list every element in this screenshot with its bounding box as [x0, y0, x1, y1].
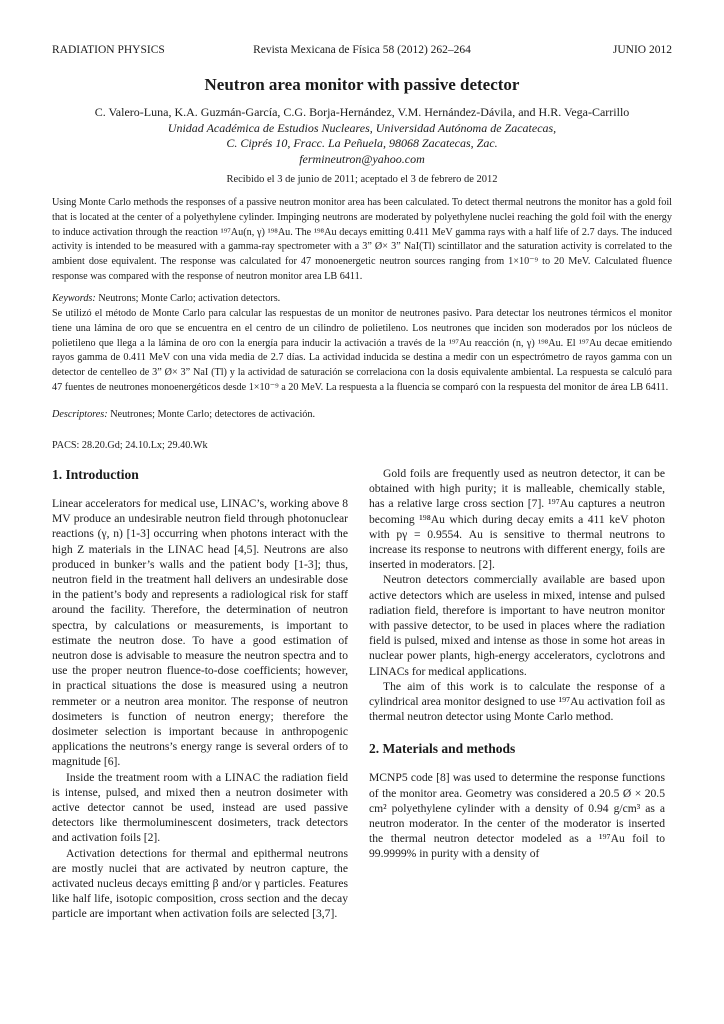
- abstract-spanish: Se utilizó el método de Monte Carlo para calcular las respuestas de un monitor de neutrones pasivo. Para detectar los neutrones térmicos el monitor tiene una lámina de oro que se encuentra en el centro de un cilindro de polietileno. Los neutrones que inciden son moderados por los núcleos de polietileno que llega a la lámina de oro con la energía para inducir la activación a través de la ¹⁹⁷Au reacción (n, γ) ¹⁹⁸Au. El ¹⁹⁷Au decae emitiendo rayos gamma de 0.411 MeV con una vida media de 2.7 días. La actividad inducida se destina a medir con un espectrómetro de rayos gamma con un detector de centelleo de 3” Ø× 3” NaI (Tl) y la actividad de saturación se correlaciona con la dosis equivalente ambiental. La respuesta se calculó para 47 fuentes de neutrones monoenergéticos desde 1×10⁻⁹ a 20 MeV. La respuesta a la fluencia se comparó con la respuesta del monitor de área LB 6411.: [52, 308, 672, 393]
- descriptores: [52, 408, 672, 423]
- author-list: C. Valero-Luna, K.A. Guzmán-García, C.G. Borja-Hernández, V.M. Hernández-Dávila, and H.R. Vega-Carrillo: [94, 105, 630, 119]
- keywords-label: Keywords:: [52, 293, 96, 304]
- descriptores-text: Neutrones; Monte Carlo; detectores de activación.: [110, 409, 316, 420]
- journal-section: RADIATION PHYSICS: [52, 44, 165, 56]
- intro-paragraph-4: Gold foils are frequently used as neutron detector, it can be obtained with high purity; it is malleable, chemically stable, has a relative large cross section [7]. ¹⁹⁷Au captures a neutron becoming ¹⁹⁸Au which during decay emits a 411 keV photon with pγ = 0.9554. Au is sensitive to thermal neutrons to increase its response to neutrons with different energy, foils are inserted in moderators. [2].: [369, 467, 665, 572]
- keywords-text: Neutrons; Monte Carlo; activation detectors.: [98, 293, 281, 304]
- descriptores-label: Descriptores:: [52, 409, 108, 420]
- intro-paragraph-3: Activation detections for thermal and epithermal neutrons are mostly nuclei that are activated by neutron capture, the activated nucleus decays emitting β and/or γ particles. Features like half life, isotopic composition, cross section and the decay particle are important when activation foils are selected [3,7].: [52, 846, 348, 921]
- pacs-codes: PACS: 28.20.Gd; 24.10.Lx; 29.40.Wk: [52, 440, 208, 451]
- intro-paragraph-5: Neutron detectors commercially available are based upon active detectors which are useless in mixed, intense and pulsed radiation field, therefore is important to have neutron monitor with passive detector, to be used in places where the radiation field is pulsed, mixed and intense as those in some hot areas in nuclear power plants, high-energy accelerators, cyclotrons and LINACs for medical applications.: [369, 573, 665, 678]
- intro-paragraph-1: Linear accelerators for medical use, LINAC’s, working above 8 MV produce an undesirable neutron field through photonuclear reactions (γ, n) [1-3] occurring when photons interact with the high Z materials in the LINAC head [4,5]. Neutrons are also produced in bunker’s walls and the patient body [1-3]; thus, neutron field in the treatment hall delivers an undesirable dose in the patient’s body and represents a radiological risk for staff around the facility. Therefore, the determination of neutron spectra, by calculations or measurements, is important to estimate the neutron dose. To have a good estimation of neutron dose is advisable to measure the neutron spectra and to use the proper neutron fluence-to-dose coefficients; however, in practical situations the dose is measured using a neutron remmeter or a neutron area monitor. The response of neutron dosimeters is function of neutron energy; therefore the dosimeter selection is important because in anthropogenic applications the neutrons’s energy range is several orders of to magnitude [6].: [52, 497, 348, 769]
- keywords: [52, 292, 672, 307]
- running-header: [52, 44, 672, 60]
- issue-date: JUNIO 2012: [612, 44, 672, 56]
- abstract-english: Using Monte Carlo methods the responses of a passive neutron monitor area has been calculated. To detect thermal neutrons the monitor has a gold foil that is located at the center of a polyethylene cylinder. Impinging neutrons are moderated by polyethylene nuclei reaching the gold foil with the energy to induce activation through the reaction ¹⁹⁷Au(n, γ) ¹⁹⁸Au. The ¹⁹⁸Au decays emitting 0.411 MeV gamma rays with a half life of 2.7 days. The induced activity is intended to be measured with a gamma-ray spectrometer with a 3” Ø× 3” NaI(Tl) scintillator and the saturation activity is correlated to the ambient dose equivalent. The response was calculated for 47 monoenergetic neutron sources ranging from 1×10⁻⁹ to 20 MeV. Calculated fluence response was compared with the response of neutron monitor area LB 6411.: [52, 197, 672, 282]
- received-dates: Recibido el 3 de junio de 2011; aceptado el 3 de febrero de 2012: [226, 174, 498, 185]
- column-right: [369, 466, 665, 862]
- section-2-title: 2. Materials and methods: [369, 741, 516, 757]
- author-email: fermineutron@yahoo.com: [299, 151, 425, 166]
- section-1-title: 1. Introduction: [52, 467, 139, 482]
- methods-paragraph-1: MCNP5 code [8] was used to determine the response functions of the monitor area. Geometry was considered a 20.5 Ø × 20.5 cm² polyethylene cylinder with a density of 0.94 g/cm³ as a neutron moderator. In the center of the moderator is inserted the thermal neutron detector modeled as a ¹⁹⁷Au foil to 99.9999% in purity with a density of: [369, 771, 665, 861]
- intro-paragraph-6: The aim of this work is to calculate the response of a cylindrical area monitor designed to use ¹⁹⁷Au activation foil as thermal neutron detector using Monte Carlo method.: [369, 679, 665, 724]
- affiliation-line-1: Unidad Académica de Estudios Nucleares, Universidad Autónoma de Zacatecas,: [167, 120, 557, 135]
- author-block: [0, 105, 724, 167]
- affiliation-line-2: C. Ciprés 10, Fracc. La Peñuela, 98068 Zacatecas, Zac.: [226, 136, 498, 150]
- intro-paragraph-2: Inside the treatment room with a LINAC the radiation field is intense, pulsed, and mixed then a neutron dosimeter with active detector cannot be used, instead are used passive detectors like thermoluminescent dosimeters, track detectors and activation foils [2].: [52, 770, 348, 845]
- paper-title: Neutron area monitor with passive detector: [204, 75, 520, 94]
- journal-citation: Revista Mexicana de Física 58 (2012) 262–264: [253, 44, 471, 56]
- column-left: [52, 466, 348, 922]
